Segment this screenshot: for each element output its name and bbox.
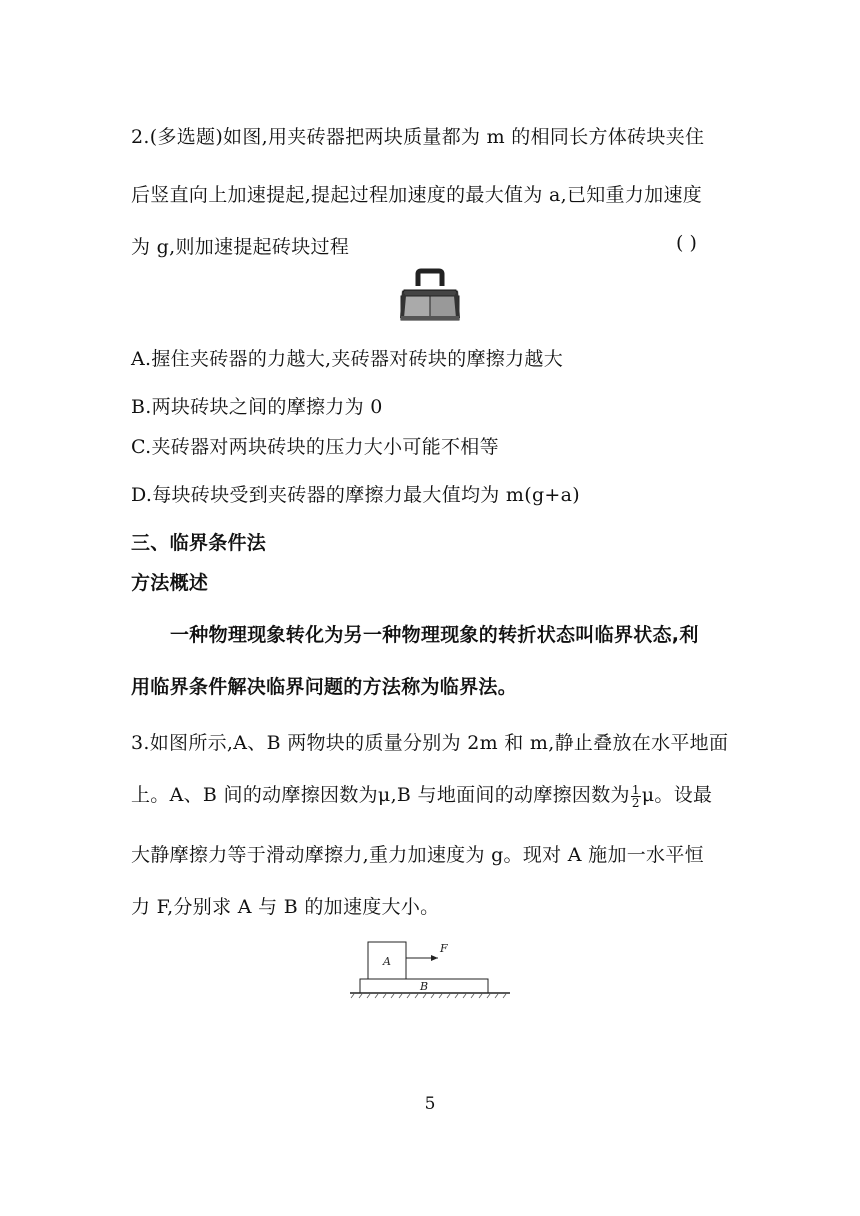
- q2-option-d: D.每块砖块受到夹砖器的摩擦力最大值均为 m(g+a): [131, 484, 580, 506]
- q2-line-1: 2.(多选题)如图,用夹砖器把两块质量都为 m 的相同长方体砖块夹住: [131, 126, 705, 148]
- q2-option-b: B.两块砖块之间的摩擦力为 0: [131, 396, 383, 418]
- force-label: F: [440, 942, 448, 955]
- q3-line-4: 力 F,分别求 A 与 B 的加速度大小。: [131, 896, 440, 918]
- q3-line-1: 3.如图所示,A、B 两物块的质量分别为 2m 和 m,静止叠放在水平地面: [131, 732, 729, 754]
- q3-line-2: [131, 780, 712, 809]
- section-heading: 三、临界条件法: [131, 532, 267, 554]
- brick-clamp-figure: [398, 268, 462, 324]
- page-number: 5: [424, 1094, 436, 1114]
- method-paragraph-line-1: 一种物理现象转化为另一种物理现象的转折状态叫临界状态,利: [170, 624, 699, 646]
- q2-line-3: 为 g,则加速提起砖块过程: [131, 236, 350, 258]
- q2-line-2: 后竖直向上加速提起,提起过程加速度的最大值为 a,已知重力加速度: [131, 184, 703, 206]
- method-paragraph-line-2: 用临界条件解决临界问题的方法称为临界法。: [131, 676, 518, 698]
- q3-line-2-text: 上。A、B 间的动摩擦因数为μ,B 与地面间的动摩擦因数为: [131, 784, 630, 806]
- q2-option-a: A.握住夹砖器的力越大,夹砖器对砖块的摩擦力越大: [131, 348, 564, 370]
- section-subheading: 方法概述: [131, 572, 209, 594]
- ground-hatching: [351, 994, 506, 998]
- fraction-numerator: 1: [631, 782, 640, 797]
- block-a-label: A: [383, 955, 391, 968]
- q3-line-3: 大静摩擦力等于滑动摩擦力,重力加速度为 g。现对 A 施加一水平恒: [131, 844, 704, 866]
- q3-line-2-tail: μ。设最: [641, 784, 713, 806]
- fraction-one-half: [631, 784, 641, 809]
- answer-parentheses: ( ): [676, 232, 697, 254]
- fraction-denominator: 2: [631, 795, 640, 810]
- blocks-diagram: [348, 936, 514, 1000]
- q2-option-c: C.夹砖器对两块砖块的压力大小可能不相等: [131, 436, 499, 458]
- block-b-label: B: [419, 980, 429, 993]
